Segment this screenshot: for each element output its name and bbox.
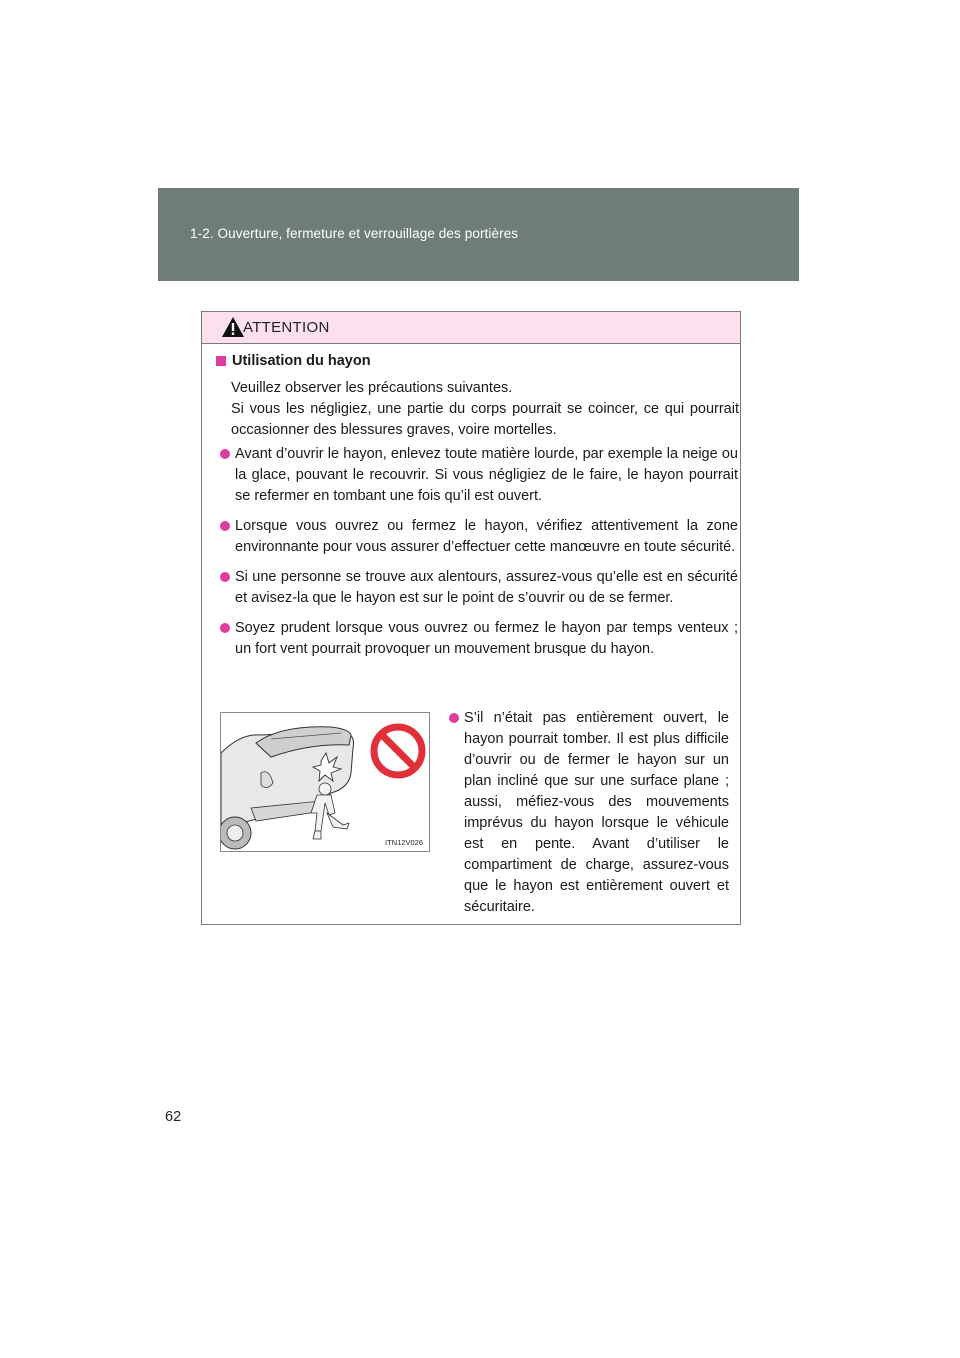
round-bullet-icon <box>220 572 230 582</box>
round-bullet-icon <box>449 713 459 723</box>
page-number: 62 <box>165 1109 182 1125</box>
round-bullet-icon <box>220 623 230 633</box>
list-item: Lorsque vous ouvrez ou fermez le hayon, vérifiez attentivement la zone environnante pour vous assurer d’effectuer cette manœuvre en toute sécurité. <box>220 516 738 558</box>
section-heading-text: Utilisation du hayon <box>232 353 371 369</box>
warning-title: ATTENTION <box>243 319 330 336</box>
tailgate-illustration <box>220 712 430 852</box>
list-item: Soyez prudent lorsque vous ouvrez ou fermez le hayon par temps venteux ; un fort vent pourrait provoquer un mouvement brusque du hayon. <box>220 618 738 660</box>
car-tailgate-drawing <box>221 713 430 852</box>
section-title: 1-2. Ouverture, fermeture et verrouillage des portières <box>190 226 519 241</box>
bullet-list <box>220 444 738 669</box>
list-item: S’il n’était pas entièrement ouvert, le hayon pourrait tomber. Il est plus difficile d’ouvrir ou de fermer le hayon sur un plan incliné que sur une surface plane ; aussi, méfiez-vous des mouvements imprévus du hayon lorsque le véhicule est en pente. Avant d’utiliser le compartiment de charge, assurez-vous que le hayon est entièrement ouvert et sécuritaire. <box>449 708 729 918</box>
intro-line: Veuillez observer les précautions suivantes. <box>231 380 513 396</box>
intro-line: Si vous les négligiez, une partie du corps pourrait se coincer, ce qui pourrait occasionner des blessures graves, voire mortelles. <box>231 401 739 438</box>
warning-triangle-icon <box>221 316 245 338</box>
warning-box <box>201 311 741 925</box>
intro-text <box>231 378 739 441</box>
square-bullet-icon <box>216 356 226 366</box>
warning-header <box>202 312 740 344</box>
list-item: Avant d’ouvrir le hayon, enlevez toute matière lourde, par exemple la neige ou la glace, pouvant le recouvrir. Si vous négligiez de le faire, le hayon pourrait se refermer en tombant une fois qu’il est ouvert. <box>220 444 738 507</box>
chapter-header-bar <box>158 188 799 281</box>
round-bullet-icon <box>220 521 230 531</box>
figure-code: ITN12V026 <box>385 838 423 847</box>
list-item: Si une personne se trouve aux alentours, assurez-vous qu’elle est en sécurité et avisez-la que le hayon est sur le point de s’ouvrir ou de se fermer. <box>220 567 738 609</box>
round-bullet-icon <box>220 449 230 459</box>
section-heading <box>216 353 371 369</box>
